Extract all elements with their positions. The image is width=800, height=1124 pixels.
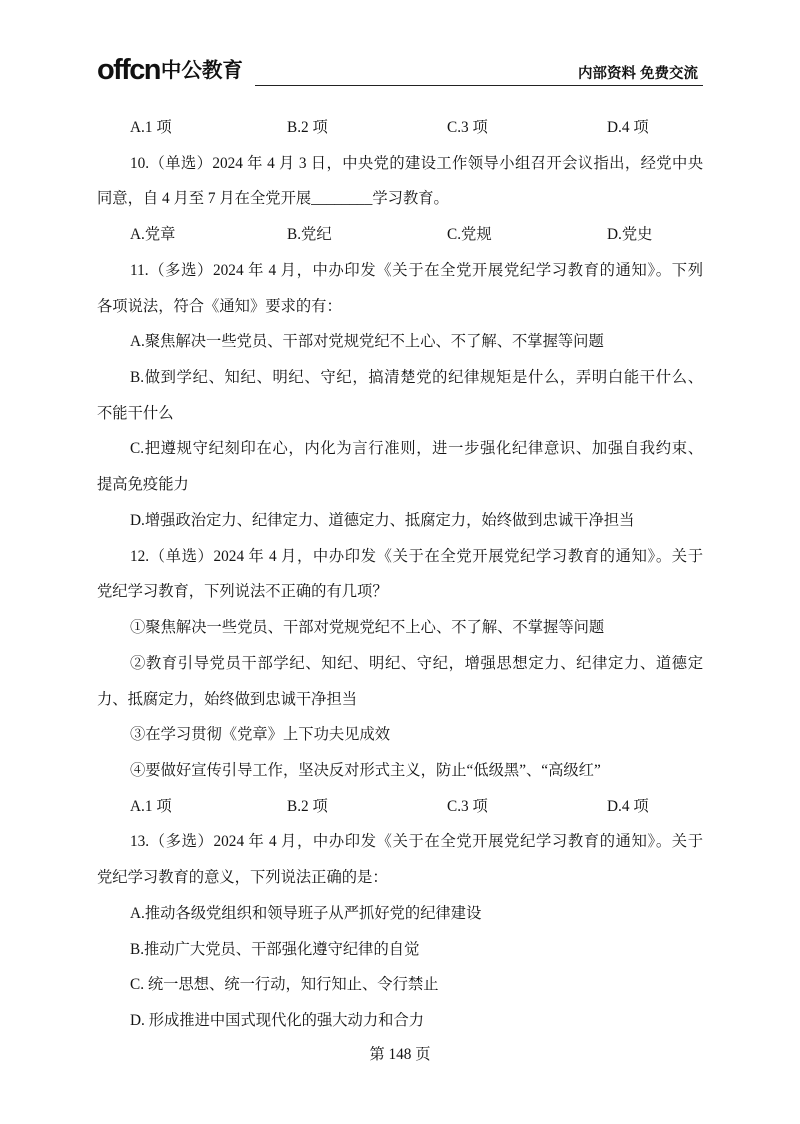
answer-options-row — [97, 789, 703, 825]
option-a: A.聚焦解决一些党员、干部对党规党纪不上心、不了解、不掌握等问题 — [130, 333, 604, 351]
option-d: D.党史 — [607, 226, 653, 244]
header-divider — [255, 85, 703, 86]
option-b: B.2 项 — [287, 119, 328, 136]
carryover-options-row — [97, 110, 703, 146]
option-d: D. 形成推进中国式现代化的强大动力和合力 — [130, 1011, 425, 1029]
option-b: B.推动广大党员、干部强化遵守纪律的自觉 — [130, 940, 420, 958]
header-tagline: 内部资料 免费交流 — [577, 66, 698, 82]
option-b: B.做到学纪、知纪、明纪、守纪，搞清楚党的纪律规矩是什么，弄明白能干什么、 — [130, 369, 703, 387]
page-number: 第 148 页 — [369, 1046, 431, 1063]
statement-4: ④要做好宣传引导工作，坚决反对形式主义，防止“低级黑”、“高级红” — [130, 761, 601, 779]
question-stem-line: 12.（单选）2024 年 4 月，中办印发《关于在全党开展党纪学习教育的通知》。关于 — [130, 547, 703, 565]
statement-1: ①聚焦解决一些党员、干部对党规党纪不上心、不了解、不掌握等问题 — [130, 619, 605, 637]
option-a: A.党章 — [130, 226, 176, 244]
question-10 — [97, 146, 703, 253]
option-b: B.2 项 — [287, 797, 328, 815]
option-d: D.增强政治定力、纪律定力、道德定力、抵腐定力，始终做到忠诚干净担当 — [130, 511, 635, 529]
option-a: A.推动各级党组织和领导班子从严抓好党的纪律建设 — [130, 904, 482, 922]
option-b-continuation: 不能干什么 — [97, 404, 174, 422]
option-b: B.党纪 — [287, 226, 332, 244]
question-stem-line: 党纪学习教育，下列说法不正确的有几项？ — [97, 583, 388, 601]
page-content — [97, 110, 703, 1039]
option-c: C. 统一思想、统一行动，知行知止、令行禁止 — [130, 976, 439, 994]
statement-3: ③在学习贯彻《党章》上下功夫见成效 — [130, 726, 391, 744]
question-stem-line: 13.（多选）2024 年 4 月，中办印发《关于在全党开展党纪学习教育的通知》。关于 — [130, 833, 703, 851]
question-stem-line: 各项说法，符合《通知》要求的有： — [97, 297, 342, 315]
option-c: C.把遵规守纪刻印在心，内化为言行准则，进一步强化纪律意识、加强自我约束、 — [130, 440, 703, 458]
option-a: A.1 项 — [130, 119, 172, 136]
option-c: C.3 项 — [447, 797, 488, 815]
question-stem-line: 11.（多选）2024 年 4 月，中办印发《关于在全党开展党纪学习教育的通知》。下列 — [130, 261, 703, 279]
option-a: A.1 项 — [130, 797, 172, 815]
brand-logo — [97, 54, 243, 86]
logo-latin-text: offcn — [97, 54, 160, 86]
question-stem-line: 10.（单选）2024 年 4 月 3 日，中央党的建设工作领导小组召开会议指出，经党中央 — [130, 154, 703, 172]
option-d: D.4 项 — [607, 119, 649, 136]
question-13 — [97, 824, 703, 1038]
statement-2-continuation: 力、抵腐定力，始终做到忠诚干净担当 — [97, 690, 358, 708]
question-12 — [97, 539, 703, 825]
page-header — [97, 54, 703, 88]
question-11 — [97, 253, 703, 539]
option-c-continuation: 提高免疫能力 — [97, 476, 189, 494]
option-c: C.3 项 — [447, 119, 488, 136]
answer-options-row — [97, 217, 703, 253]
option-d: D.4 项 — [607, 797, 649, 815]
question-stem-line: 党纪学习教育的意义，下列说法正确的是： — [97, 869, 388, 887]
question-stem-line: 同意，自 4 月至 7 月在全党开展________学习教育。 — [97, 190, 449, 208]
option-c: C.党规 — [447, 226, 492, 244]
logo-cjk-text: 中公教育 — [160, 59, 243, 82]
statement-2: ②教育引导党员干部学纪、知纪、明纪、守纪，增强思想定力、纪律定力、道德定 — [130, 654, 703, 672]
